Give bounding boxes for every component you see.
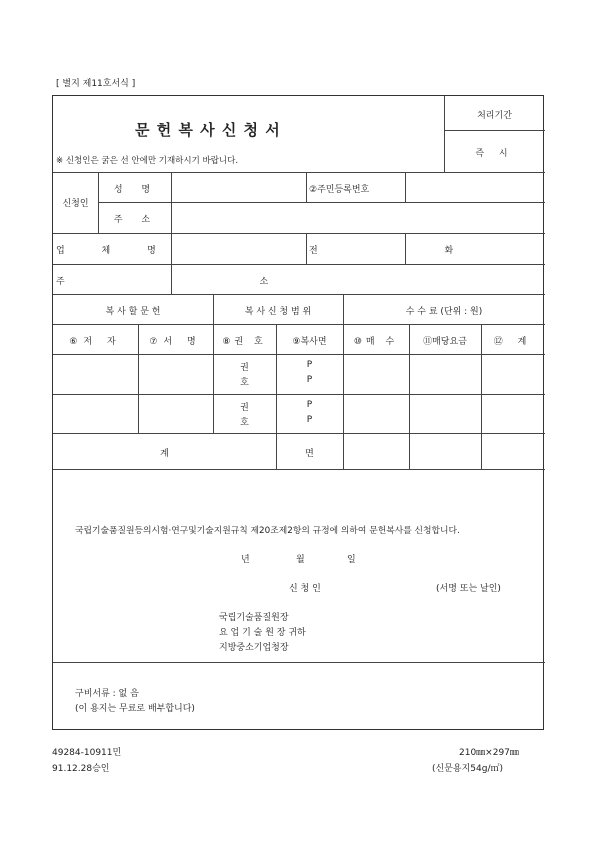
- applicant-address-label: 주 소: [113, 215, 159, 225]
- paper-size: 210㎜×297㎜: [459, 748, 519, 758]
- row1-page-from-label: P: [306, 360, 313, 370]
- row2-count-cell[interactable]: [344, 395, 408, 432]
- row2-issue-label: 호: [240, 418, 249, 428]
- attachments-line-1: 구비서류 : 없 음: [75, 689, 139, 699]
- row1-unit-fee-cell[interactable]: [410, 355, 480, 393]
- processing-period-value: 즉 시: [475, 149, 514, 159]
- copy-range-header: 복 사 신 청 범 위: [244, 307, 312, 317]
- resident-number-label: ②주민등록번호: [309, 185, 370, 195]
- row1-issue-label: 호: [240, 378, 249, 388]
- sum-total-cell[interactable]: [482, 434, 544, 468]
- row1-author-cell[interactable]: [54, 355, 137, 393]
- row2-total-cell[interactable]: [482, 395, 544, 432]
- fee-header: 수 수 료 (단위 : 원): [405, 307, 483, 317]
- form-code: 49284-10911민: [52, 748, 122, 758]
- book-column-header: ⑦서 명: [149, 337, 202, 347]
- recipient-line-2: 요 업 기 술 원 장 귀하: [219, 628, 306, 638]
- application-form: [52, 95, 544, 730]
- date-month-label: 월: [296, 555, 305, 565]
- notice-text: ※ 신청인은 굵은 선 안에만 기재하시기 바랍니다.: [56, 156, 239, 166]
- row1-count-cell[interactable]: [344, 355, 408, 393]
- row1-total-cell[interactable]: [482, 355, 544, 393]
- attachments-line-2: (이 용지는 무료로 배부합니다): [75, 704, 195, 714]
- row1-page-to-label: P: [306, 375, 313, 385]
- volume-column-header: ⑧권 호: [222, 337, 267, 347]
- applicant-section-label: 신청인: [62, 199, 89, 209]
- unit-fee-column-header: ⑪매당요금: [423, 337, 467, 347]
- phone-field[interactable]: [406, 234, 544, 263]
- approval-date: 91.12.28승인: [52, 764, 110, 774]
- date-day-label: 일: [347, 555, 356, 565]
- sum-count-cell[interactable]: [344, 434, 408, 468]
- signer-label: 신 청 인: [289, 584, 321, 594]
- signature-note: (서명 또는 날인): [436, 584, 501, 594]
- applicant-address-field[interactable]: [172, 203, 544, 232]
- signature-field[interactable]: [343, 576, 433, 594]
- form-title: 문 헌 복 사 신 청 서: [135, 121, 281, 139]
- declaration-text: 국립기술품질원등의시험·연구및기술지원규칙 제20조제2항의 규정에 의하여 문헌복사를 신청합니다.: [75, 526, 460, 536]
- sum-unit-fee-cell[interactable]: [410, 434, 480, 468]
- row1-book-cell[interactable]: [139, 355, 212, 393]
- date-year-label: 년: [241, 555, 250, 565]
- pages-column-header: ⑨복사면: [292, 337, 327, 347]
- total-column-header: ⑫ 계: [493, 337, 533, 347]
- company-address-label: 주 소: [56, 277, 365, 287]
- recipient-line-1: 국립기술품질원장: [219, 613, 289, 623]
- row2-book-cell[interactable]: [139, 395, 212, 432]
- phone-label: 전 화: [309, 246, 516, 256]
- company-name-field[interactable]: [172, 234, 305, 263]
- paper-type: (신문용지54g/㎡): [432, 764, 503, 774]
- docs-to-copy-header: 복 사 할 문 헌: [105, 307, 161, 317]
- form-reference: [ 별지 제11호서식 ]: [56, 79, 136, 89]
- applicant-name-field[interactable]: [172, 173, 305, 202]
- row2-page-from-label: P: [306, 400, 313, 410]
- company-name-label: 업 체 명: [56, 246, 173, 256]
- row2-volume-label: 권: [240, 403, 249, 413]
- row2-author-cell[interactable]: [54, 395, 137, 432]
- processing-period-label: 처리기간: [477, 111, 512, 121]
- recipient-line-3: 지방중소기업청장: [219, 643, 289, 653]
- row1-volume-label: 권: [240, 363, 249, 373]
- resident-number-field[interactable]: [406, 173, 544, 202]
- author-column-header: ⑥저 자: [69, 337, 122, 347]
- applicant-name-label: 성 명: [113, 185, 159, 195]
- sum-label: 계: [160, 449, 169, 459]
- row2-unit-fee-cell[interactable]: [410, 395, 480, 432]
- sum-pages-unit: 면: [305, 449, 314, 459]
- count-column-header: ⑩매 수: [353, 337, 399, 347]
- company-address-field[interactable]: [172, 265, 544, 293]
- row2-page-to-label: P: [306, 415, 313, 425]
